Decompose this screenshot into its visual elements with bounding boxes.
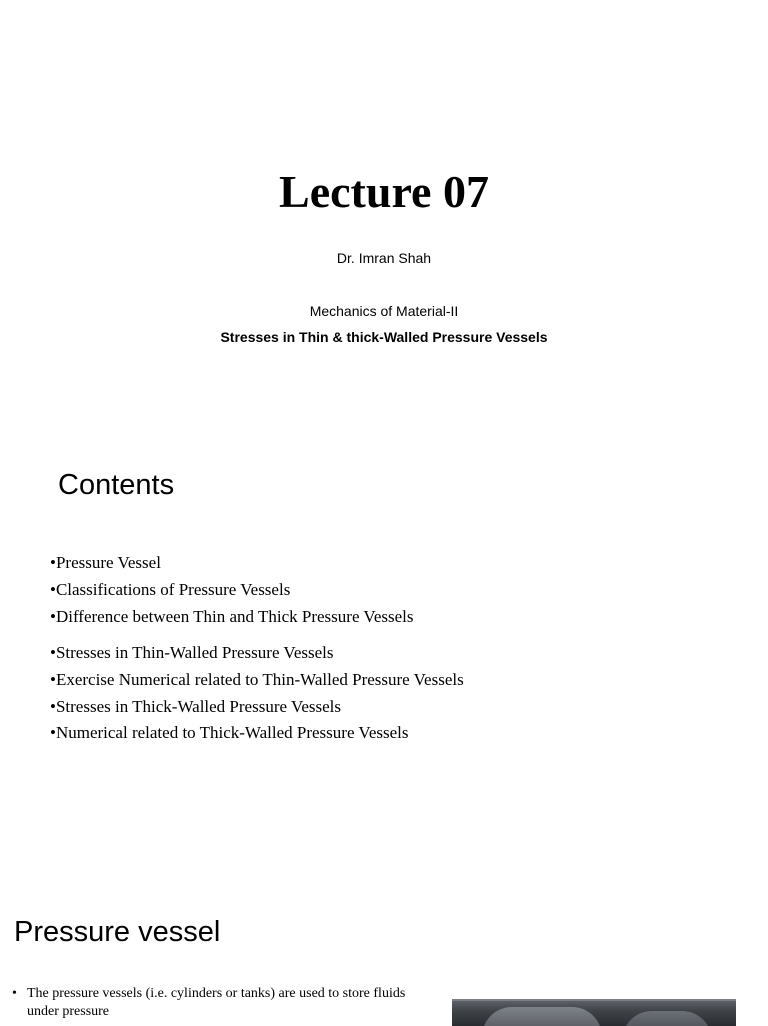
- lecture-topic: Stresses in Thin & thick-Walled Pressure Vessels: [220, 329, 548, 345]
- contents-list: [50, 550, 480, 744]
- lecture-title: Lecture 07: [279, 166, 489, 217]
- pressure-vessel-list: [12, 985, 412, 1021]
- pressure-vessel-photo: [452, 999, 736, 1026]
- pressure-vessel-text: The pressure vessels (i.e. cylinders or tanks) are used to store fluids under pressure: [27, 986, 406, 1019]
- pressure-vessel-heading: Pressure vessel: [14, 916, 221, 948]
- contents-item: •Difference between Thin and Thick Pressure Vessels: [50, 607, 414, 626]
- contents-heading: Contents: [58, 469, 175, 501]
- vessel-shape: [482, 1007, 602, 1026]
- contents-item: •Pressure Vessel: [50, 553, 161, 572]
- contents-item: •Classifications of Pressure Vessels: [50, 580, 291, 599]
- course-name: Mechanics of Material-II: [309, 303, 459, 319]
- contents-item: •Numerical related to Thick-Walled Pressure Vessels: [50, 723, 409, 742]
- contents-item: •Stresses in Thin-Walled Pressure Vessels: [50, 643, 334, 662]
- contents-item: •Stresses in Thick-Walled Pressure Vessels: [50, 697, 342, 716]
- author-name: Dr. Imran Shah: [336, 250, 432, 266]
- contents-item: •Exercise Numerical related to Thin-Walled Pressure Vessels: [50, 670, 464, 689]
- bullet-marker: •: [12, 986, 17, 1001]
- pressure-vessel-item: [12, 985, 412, 1021]
